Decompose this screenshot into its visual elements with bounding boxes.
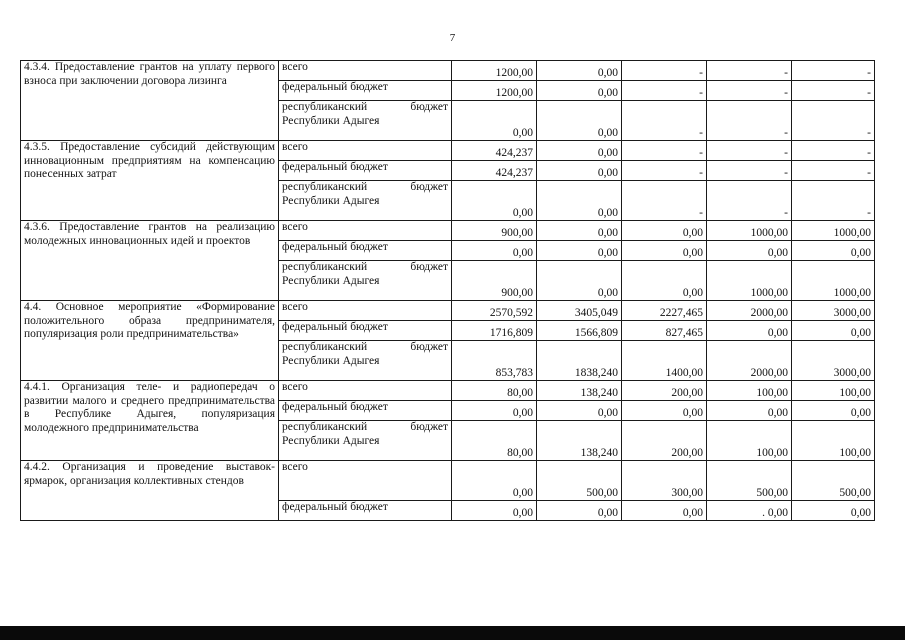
amount-cell: - — [792, 61, 875, 81]
amount-cell: 100,00 — [792, 421, 875, 461]
amount-cell: - — [622, 61, 707, 81]
amount-cell: 1200,00 — [452, 81, 537, 101]
amount-cell: 1000,00 — [707, 261, 792, 301]
funding-source-cell: федеральный бюджет — [279, 241, 452, 261]
amount-cell: 100,00 — [707, 421, 792, 461]
amount-cell: 500,00 — [537, 461, 622, 501]
amount-cell: - — [622, 81, 707, 101]
amount-cell: 1716,809 — [452, 321, 537, 341]
amount-cell: 1200,00 — [452, 61, 537, 81]
amount-cell: - — [622, 101, 707, 141]
amount-cell: 0,00 — [622, 501, 707, 521]
amount-cell: 0,00 — [707, 401, 792, 421]
amount-cell: 1000,00 — [792, 221, 875, 241]
amount-cell: 2570,592 — [452, 301, 537, 321]
amount-cell: 424,237 — [452, 141, 537, 161]
amount-cell: 0,00 — [452, 501, 537, 521]
amount-cell: - — [707, 101, 792, 141]
amount-cell: 0,00 — [537, 161, 622, 181]
measure-name-cell: 4.3.6. Предоставление грантов на реализацию молодежных инновационных идей и проектов — [21, 221, 279, 301]
funding-source-cell: республиканский бюджет Республики Адыгея — [279, 341, 452, 381]
amount-cell: 0,00 — [622, 261, 707, 301]
measure-name-cell: 4.3.4. Предоставление грантов на уплату первого взноса при заключении договора лизинга — [21, 61, 279, 141]
amount-cell: 0,00 — [537, 501, 622, 521]
amount-cell: 100,00 — [792, 381, 875, 401]
amount-cell: 0,00 — [622, 221, 707, 241]
amount-cell: 2000,00 — [707, 301, 792, 321]
amount-cell: 100,00 — [707, 381, 792, 401]
amount-cell: 0,00 — [792, 401, 875, 421]
amount-cell: 0,00 — [537, 141, 622, 161]
amount-cell: 0,00 — [792, 321, 875, 341]
amount-cell: 3405,049 — [537, 301, 622, 321]
amount-cell: 900,00 — [452, 261, 537, 301]
table-row — [21, 141, 875, 161]
amount-cell: 900,00 — [452, 221, 537, 241]
funding-source-cell: республиканский бюджет Республики Адыгея — [279, 421, 452, 461]
amount-cell: 80,00 — [452, 421, 537, 461]
amount-cell: 853,783 — [452, 341, 537, 381]
amount-cell: 80,00 — [452, 381, 537, 401]
amount-cell: - — [792, 141, 875, 161]
amount-cell: - — [707, 141, 792, 161]
page-number: 7 — [449, 32, 456, 44]
amount-cell: 2000,00 — [707, 341, 792, 381]
amount-cell: 827,465 — [622, 321, 707, 341]
table-row — [21, 381, 875, 401]
table-row — [21, 301, 875, 321]
table-row — [21, 61, 875, 81]
amount-cell: 0,00 — [537, 221, 622, 241]
amount-cell: 138,240 — [537, 381, 622, 401]
funding-source-cell: всего — [279, 141, 452, 161]
amount-cell: - — [792, 81, 875, 101]
amount-cell: 0,00 — [537, 261, 622, 301]
amount-cell: 0,00 — [622, 241, 707, 261]
amount-cell: 0,00 — [537, 101, 622, 141]
amount-cell: 138,240 — [537, 421, 622, 461]
funding-source-cell: всего — [279, 301, 452, 321]
amount-cell: - — [792, 181, 875, 221]
funding-source-cell: федеральный бюджет — [279, 161, 452, 181]
table-row — [21, 461, 875, 501]
amount-cell: 424,237 — [452, 161, 537, 181]
amount-cell: - — [792, 101, 875, 141]
amount-cell: 0,00 — [452, 181, 537, 221]
amount-cell: 0,00 — [622, 401, 707, 421]
measure-name-cell: 4.4. Основное мероприятие «Формирование положительного образа предпринимателя, популяризация роли предпринимательства» — [21, 301, 279, 381]
amount-cell: 0,00 — [537, 181, 622, 221]
amount-cell: 3000,00 — [792, 341, 875, 381]
funding-source-cell: всего — [279, 461, 452, 501]
budget-table — [20, 60, 875, 521]
funding-source-cell: федеральный бюджет — [279, 321, 452, 341]
measure-name-cell: 4.3.5. Предоставление субсидий действующим инновационным предприятиям на компенсацию понесенных затрат — [21, 141, 279, 221]
measure-name-cell: 4.4.2. Организация и проведение выставок-ярмарок, организация коллективных стендов — [21, 461, 279, 521]
amount-cell: - — [707, 181, 792, 221]
amount-cell: 1000,00 — [707, 221, 792, 241]
amount-cell: 0,00 — [792, 241, 875, 261]
amount-cell: 1566,809 — [537, 321, 622, 341]
amount-cell: 0,00 — [452, 241, 537, 261]
amount-cell: 0,00 — [452, 461, 537, 501]
amount-cell: 2227,465 — [622, 301, 707, 321]
amount-cell: 1838,240 — [537, 341, 622, 381]
funding-source-cell: федеральный бюджет — [279, 401, 452, 421]
amount-cell: - — [707, 81, 792, 101]
amount-cell: 200,00 — [622, 381, 707, 401]
funding-source-cell: республиканский бюджет Республики Адыгея — [279, 261, 452, 301]
amount-cell: 500,00 — [707, 461, 792, 501]
amount-cell: 0,00 — [707, 321, 792, 341]
amount-cell: . 0,00 — [707, 501, 792, 521]
funding-source-cell: республиканский бюджет Республики Адыгея — [279, 101, 452, 141]
amount-cell: 0,00 — [792, 501, 875, 521]
amount-cell: 0,00 — [537, 241, 622, 261]
scan-bottom-edge — [0, 626, 905, 640]
amount-cell: 0,00 — [537, 81, 622, 101]
funding-source-cell: всего — [279, 61, 452, 81]
amount-cell: - — [622, 161, 707, 181]
funding-source-cell: всего — [279, 221, 452, 241]
amount-cell: - — [622, 141, 707, 161]
funding-source-cell: республиканский бюджет Республики Адыгея — [279, 181, 452, 221]
funding-source-cell: всего — [279, 381, 452, 401]
amount-cell: 0,00 — [537, 401, 622, 421]
measure-name-cell: 4.4.1. Организация теле- и радиопередач о развитии малого и среднего предпринимательства в Республике Адыгея, популяризация молодежного предпринимательства — [21, 381, 279, 461]
amount-cell: 0,00 — [452, 101, 537, 141]
amount-cell: - — [707, 61, 792, 81]
amount-cell: 1000,00 — [792, 261, 875, 301]
funding-source-cell: федеральный бюджет — [279, 501, 452, 521]
funding-source-cell: федеральный бюджет — [279, 81, 452, 101]
amount-cell: 3000,00 — [792, 301, 875, 321]
amount-cell: - — [707, 161, 792, 181]
amount-cell: 1400,00 — [622, 341, 707, 381]
amount-cell: 0,00 — [452, 401, 537, 421]
amount-cell: 300,00 — [622, 461, 707, 501]
amount-cell: 0,00 — [537, 61, 622, 81]
amount-cell: - — [622, 181, 707, 221]
amount-cell: - — [792, 161, 875, 181]
amount-cell: 500,00 — [792, 461, 875, 501]
amount-cell: 200,00 — [622, 421, 707, 461]
table-row — [21, 221, 875, 241]
amount-cell: 0,00 — [707, 241, 792, 261]
